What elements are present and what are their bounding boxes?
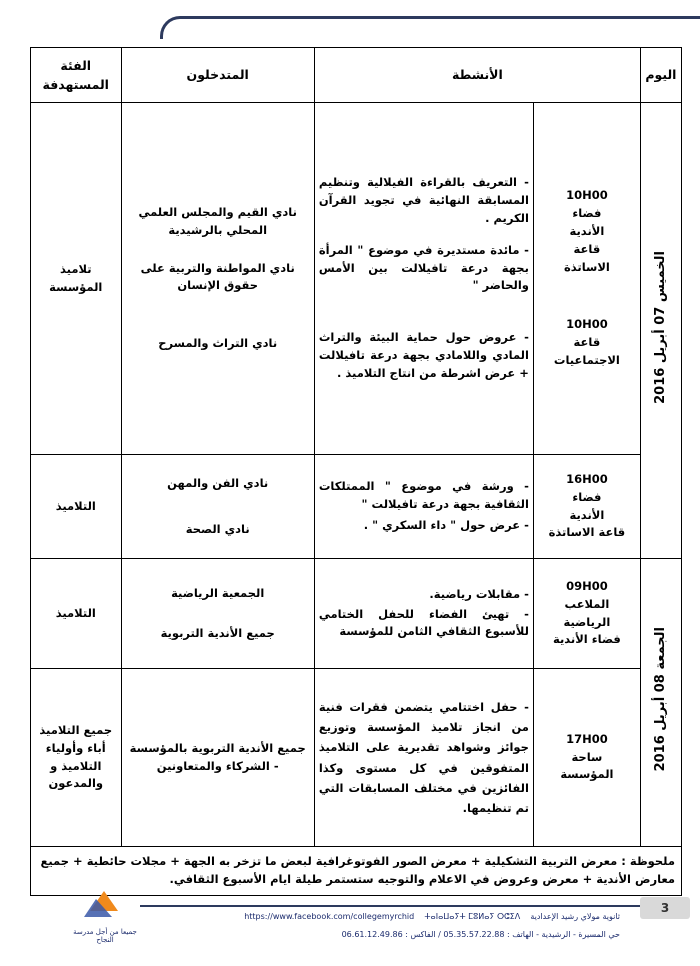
time-cell (533, 455, 640, 559)
day-cell-friday (640, 559, 681, 847)
logo-caption: جميعا من أجل مدرسة النجاح (73, 928, 137, 944)
location-line: الاجتماعيات (553, 352, 620, 367)
table-row (31, 669, 682, 847)
intervener-item: نادي القيم والمجلس العلمي المحلي بالرشيدية (138, 204, 297, 237)
day-cell-thursday (640, 103, 681, 559)
time-value: 09H00 (566, 578, 608, 593)
activities-cell (314, 559, 533, 669)
intervener-item: جميع الأندية التربوية (160, 625, 275, 640)
intervener-item: نادي التراث والمسرح (158, 336, 278, 351)
time-block (538, 187, 636, 276)
school-logo (74, 887, 134, 927)
time-cell (533, 669, 640, 847)
header-activities: الأنشطة (314, 48, 640, 103)
location-line: فضاء (572, 206, 602, 221)
intervener-item: نادي الصحة (185, 521, 250, 536)
time-value: 17H00 (566, 731, 608, 746)
header-target: الفئة المستهدفة (31, 48, 122, 103)
header-decoration-curve (160, 16, 193, 39)
location-line: فضاء الأندية (552, 632, 621, 647)
header-decoration-line (186, 16, 700, 19)
location-line: الملاعب (564, 596, 610, 611)
note-text: ملحوظة : معرض التربية التشكيلية + معرض الصور الفوتوغرافية لبعض ما تزخر به الجهة + مجلات حائطية + جميع معارض الأندية + معرض وعروض في الاعلام والتوجيه ستستمر طيلة ايام الأسبوع الثقافي. (31, 847, 682, 896)
location-line: قاعة (573, 241, 601, 256)
target-cell: التلاميذ (31, 455, 122, 559)
target-cell: التلاميذ (31, 559, 122, 669)
target-cell: تلاميذ المؤسسة (31, 103, 122, 455)
footer-address: حي المسيرة - الرشيدية - الهاتف : 05.35.57.22.88 / الفاكس : 06.61.12.49.86 (341, 930, 620, 939)
time-cell (533, 103, 640, 455)
location-line: قاعة (573, 335, 601, 350)
target-cell: جميع التلاميذ أباء وأولياء التلاميذ و والمدعون (31, 669, 122, 847)
time-value: 16H00 (566, 471, 608, 486)
location-line: فضاء (572, 489, 602, 504)
location-line: الأندية (569, 223, 605, 238)
table-header-row (31, 48, 682, 103)
activity-item: - حفل اختتامي يتضمن فقرات فنية من انجاز تلاميذ المؤسسة وتوزيع جوائز وشواهد تقديرية على التلاميذ المتفوقين في كل مستوى وكذا الفائزين في مختلف المسابقات التي تم تنظيمها. (318, 700, 529, 815)
location-line: ساحة (571, 749, 603, 764)
interveners-cell (121, 455, 314, 559)
table-row (31, 103, 682, 455)
time-value: 10H00 (566, 317, 608, 332)
activity-item: - التعريف بالقراءة الفيلالية وتنظيم المسابقة النهائية في تجويد القرآن الكريم . (318, 175, 529, 225)
time-block (538, 316, 636, 369)
footer-tifinagh: ⵜⴰⵏⴰⵡⴰⵢⵜ ⵎⵓⵍⴰⵢ ⵔⵛⵉⴷ (424, 912, 521, 921)
header-day: اليوم (640, 48, 681, 103)
table-row (31, 455, 682, 559)
activities-cell (314, 103, 533, 455)
activity-item: - مقابلات رياضية. (429, 586, 529, 601)
header-interveners: المتدخلون (121, 48, 314, 103)
intervener-item: جميع الأندية التربوية بالمؤسسة - الشركاء والمتعاونين (129, 740, 306, 773)
day-label: الخميس 07 أبريل 2016 (652, 251, 668, 405)
interveners-cell (121, 559, 314, 669)
intervener-item: نادي الفن والمهن (167, 475, 269, 490)
footer-url[interactable]: https://www.facebook.com/collegemyrchid (244, 912, 415, 921)
location-line: الاساتذة (563, 259, 610, 274)
intervener-item: نادي المواطنة والتربية على حقوق الإنسان (140, 260, 295, 293)
time-value: 10H00 (566, 188, 608, 203)
time-cell (533, 559, 640, 669)
activities-cell (314, 455, 533, 559)
intervener-item: الجمعية الرياضية (171, 585, 265, 600)
day-label: الجمعة 08 أبريل 2016 (652, 627, 668, 772)
schedule-table (30, 47, 682, 896)
activity-item: - عرض حول " داء السكري " . (363, 518, 529, 533)
location-line: الرياضية (563, 614, 611, 629)
activity-item: - عروض حول حماية البيئة والتراث المادي واللامادي بجهة درعة تافيلالت + عرض اشرطة من انتاج التلاميذ . (318, 330, 529, 380)
interveners-cell (121, 669, 314, 847)
interveners-cell (121, 103, 314, 455)
page-number: 3 (640, 897, 690, 919)
table-row (31, 559, 682, 669)
footer-school-name: ثانوية مولاي رشيد الإعدادية (530, 912, 620, 921)
location-line: المؤسسة (560, 767, 614, 782)
activities-cell (314, 669, 533, 847)
activity-item: - ورشة في موضوع " الممتلكات الثقافية بجهة درعة تافيلالت " (318, 478, 529, 511)
footer-contact (140, 910, 620, 923)
activity-item: - مائدة مستديرة في موضوع " المرأة بجهة درعة تافيلالت بين الأمس والحاضر " (318, 242, 529, 293)
location-line: قاعة الاساتذة (548, 525, 626, 540)
location-line: الأندية (569, 507, 605, 522)
footer-line (140, 905, 645, 907)
activity-item: - تهيئ الفضاء للحفل الختامي للأسبوع الثقافي الثامن للمؤسسة (318, 606, 529, 639)
